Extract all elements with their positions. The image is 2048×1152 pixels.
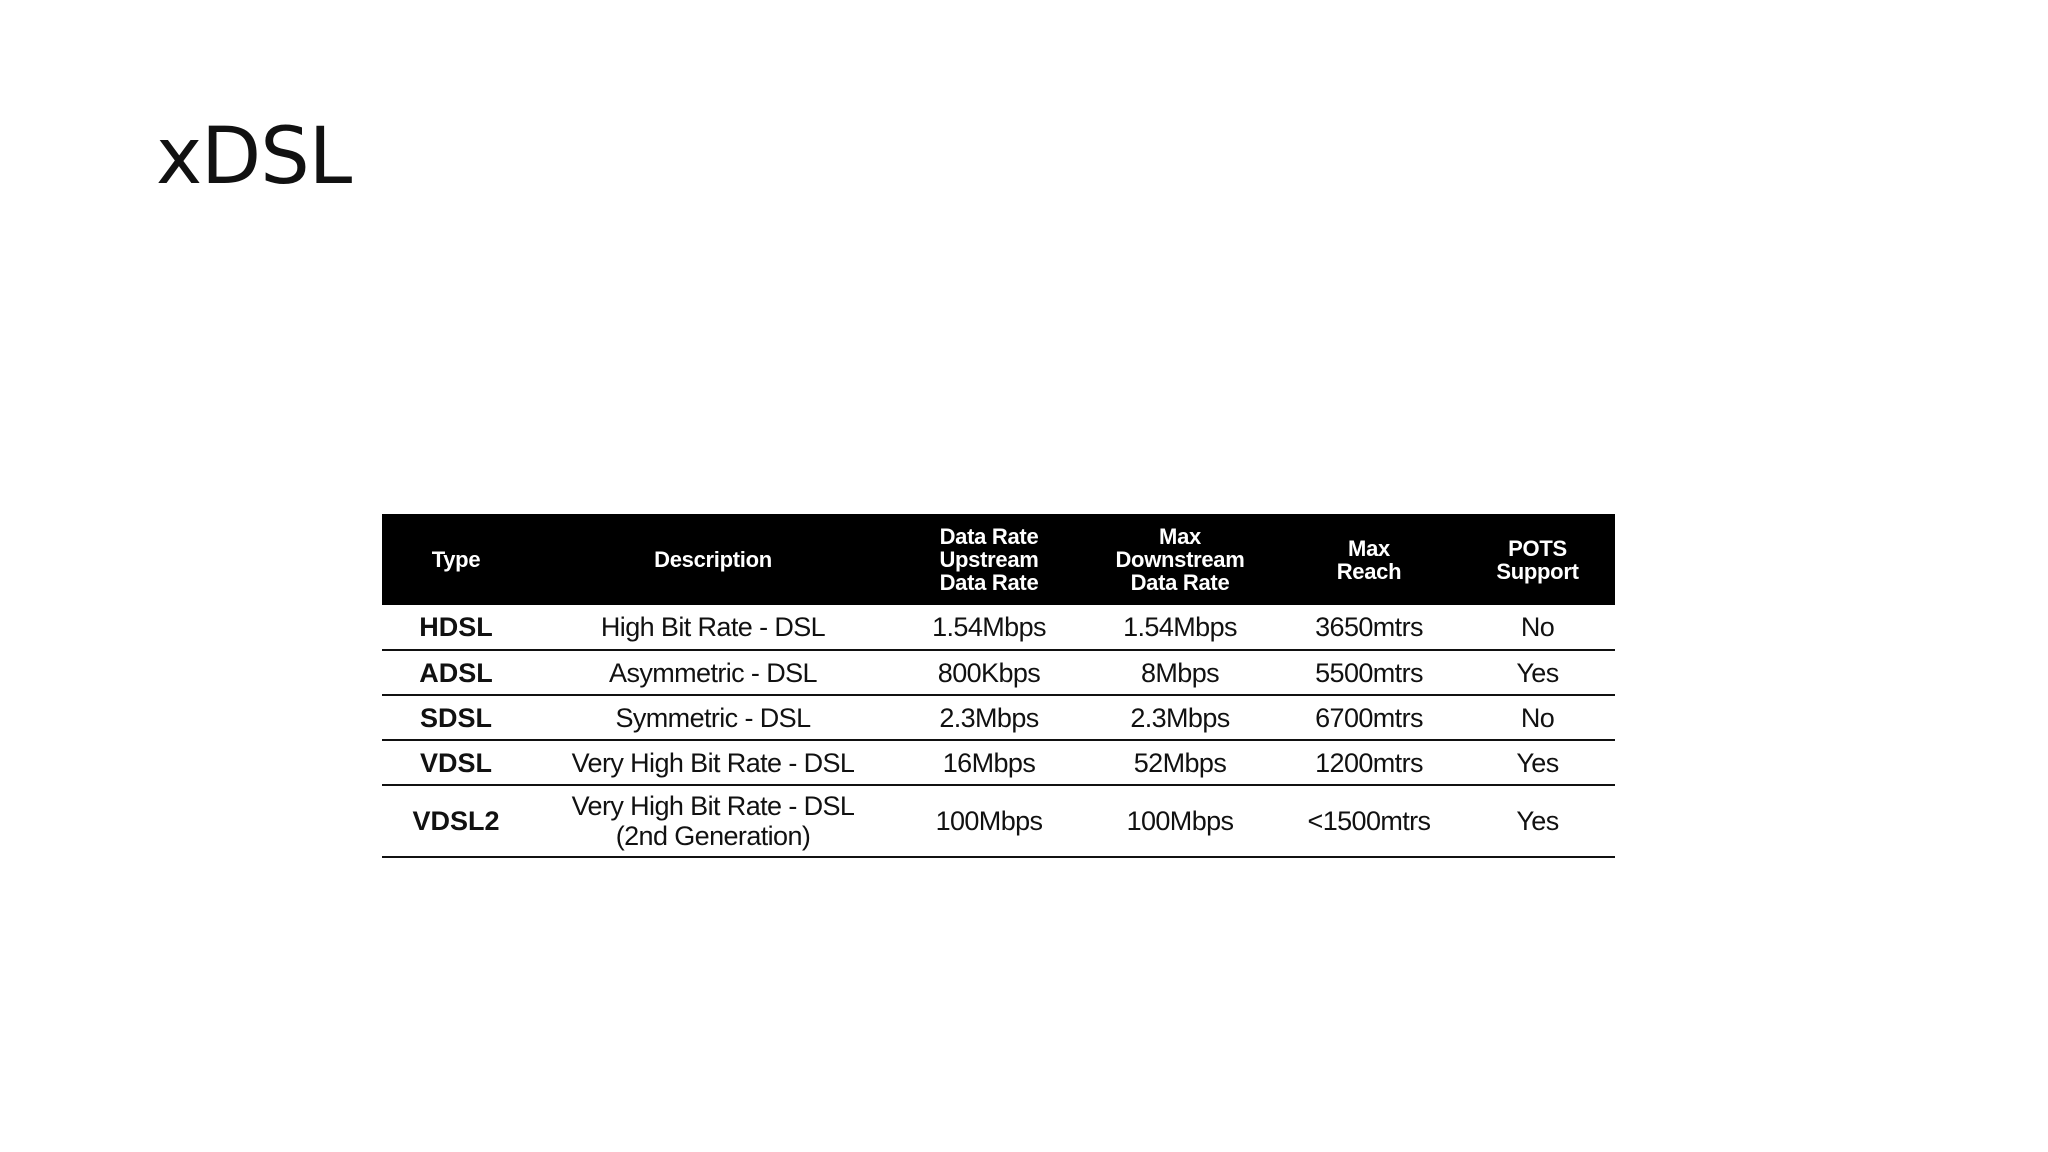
cell-description: High Bit Rate - DSL <box>530 605 896 650</box>
cell-downstream: 1.54Mbps <box>1082 605 1278 650</box>
cell-type: ADSL <box>382 650 530 695</box>
cell-type: SDSL <box>382 695 530 740</box>
header-description: Description <box>654 547 772 572</box>
cell-description: Very High Bit Rate - DSL <box>530 740 896 785</box>
cell-downstream: 100Mbps <box>1082 785 1278 857</box>
header-row <box>382 514 1615 605</box>
table-row <box>382 785 1615 857</box>
cell-description: Asymmetric - DSL <box>530 650 896 695</box>
cell-downstream: 52Mbps <box>1082 740 1278 785</box>
cell-reach: <1500mtrs <box>1278 785 1460 857</box>
xdsl-comparison-table <box>382 514 1615 858</box>
cell-pots: Yes <box>1460 650 1615 695</box>
header-type: Type <box>431 547 481 572</box>
cell-pots: No <box>1460 605 1615 650</box>
table-row <box>382 695 1615 740</box>
cell-downstream: 2.3Mbps <box>1082 695 1278 740</box>
cell-reach: 3650mtrs <box>1278 605 1460 650</box>
cell-reach: 6700mtrs <box>1278 695 1460 740</box>
cell-pots: Yes <box>1460 740 1615 785</box>
table-header <box>382 514 1615 605</box>
header-downstream-rate: Max Downstream Data Rate <box>1115 524 1245 595</box>
table-row <box>382 650 1615 695</box>
cell-downstream: 8Mbps <box>1082 650 1278 695</box>
table-row <box>382 740 1615 785</box>
cell-pots: No <box>1460 695 1615 740</box>
cell-type: VDSL <box>382 740 530 785</box>
cell-upstream: 16Mbps <box>896 740 1082 785</box>
table-body <box>382 605 1615 857</box>
cell-reach: 5500mtrs <box>1278 650 1460 695</box>
header-upstream-rate: Data Rate Upstream Data Rate <box>939 524 1039 595</box>
cell-upstream: 1.54Mbps <box>896 605 1082 650</box>
cell-type: VDSL2 <box>382 785 530 857</box>
header-max-reach: Max Reach <box>1336 535 1402 584</box>
cell-description: Symmetric - DSL <box>530 695 896 740</box>
cell-description: Very High Bit Rate - DSL (2nd Generation) <box>530 785 896 857</box>
slide-title: xDSL <box>156 112 352 202</box>
cell-reach: 1200mtrs <box>1278 740 1460 785</box>
header-pots-support: POTS Support <box>1496 535 1579 584</box>
cell-type: HDSL <box>382 605 530 650</box>
cell-upstream: 800Kbps <box>896 650 1082 695</box>
cell-upstream: 2.3Mbps <box>896 695 1082 740</box>
xdsl-table-container <box>382 514 1615 858</box>
table-row <box>382 605 1615 650</box>
cell-pots: Yes <box>1460 785 1615 857</box>
cell-upstream: 100Mbps <box>896 785 1082 857</box>
